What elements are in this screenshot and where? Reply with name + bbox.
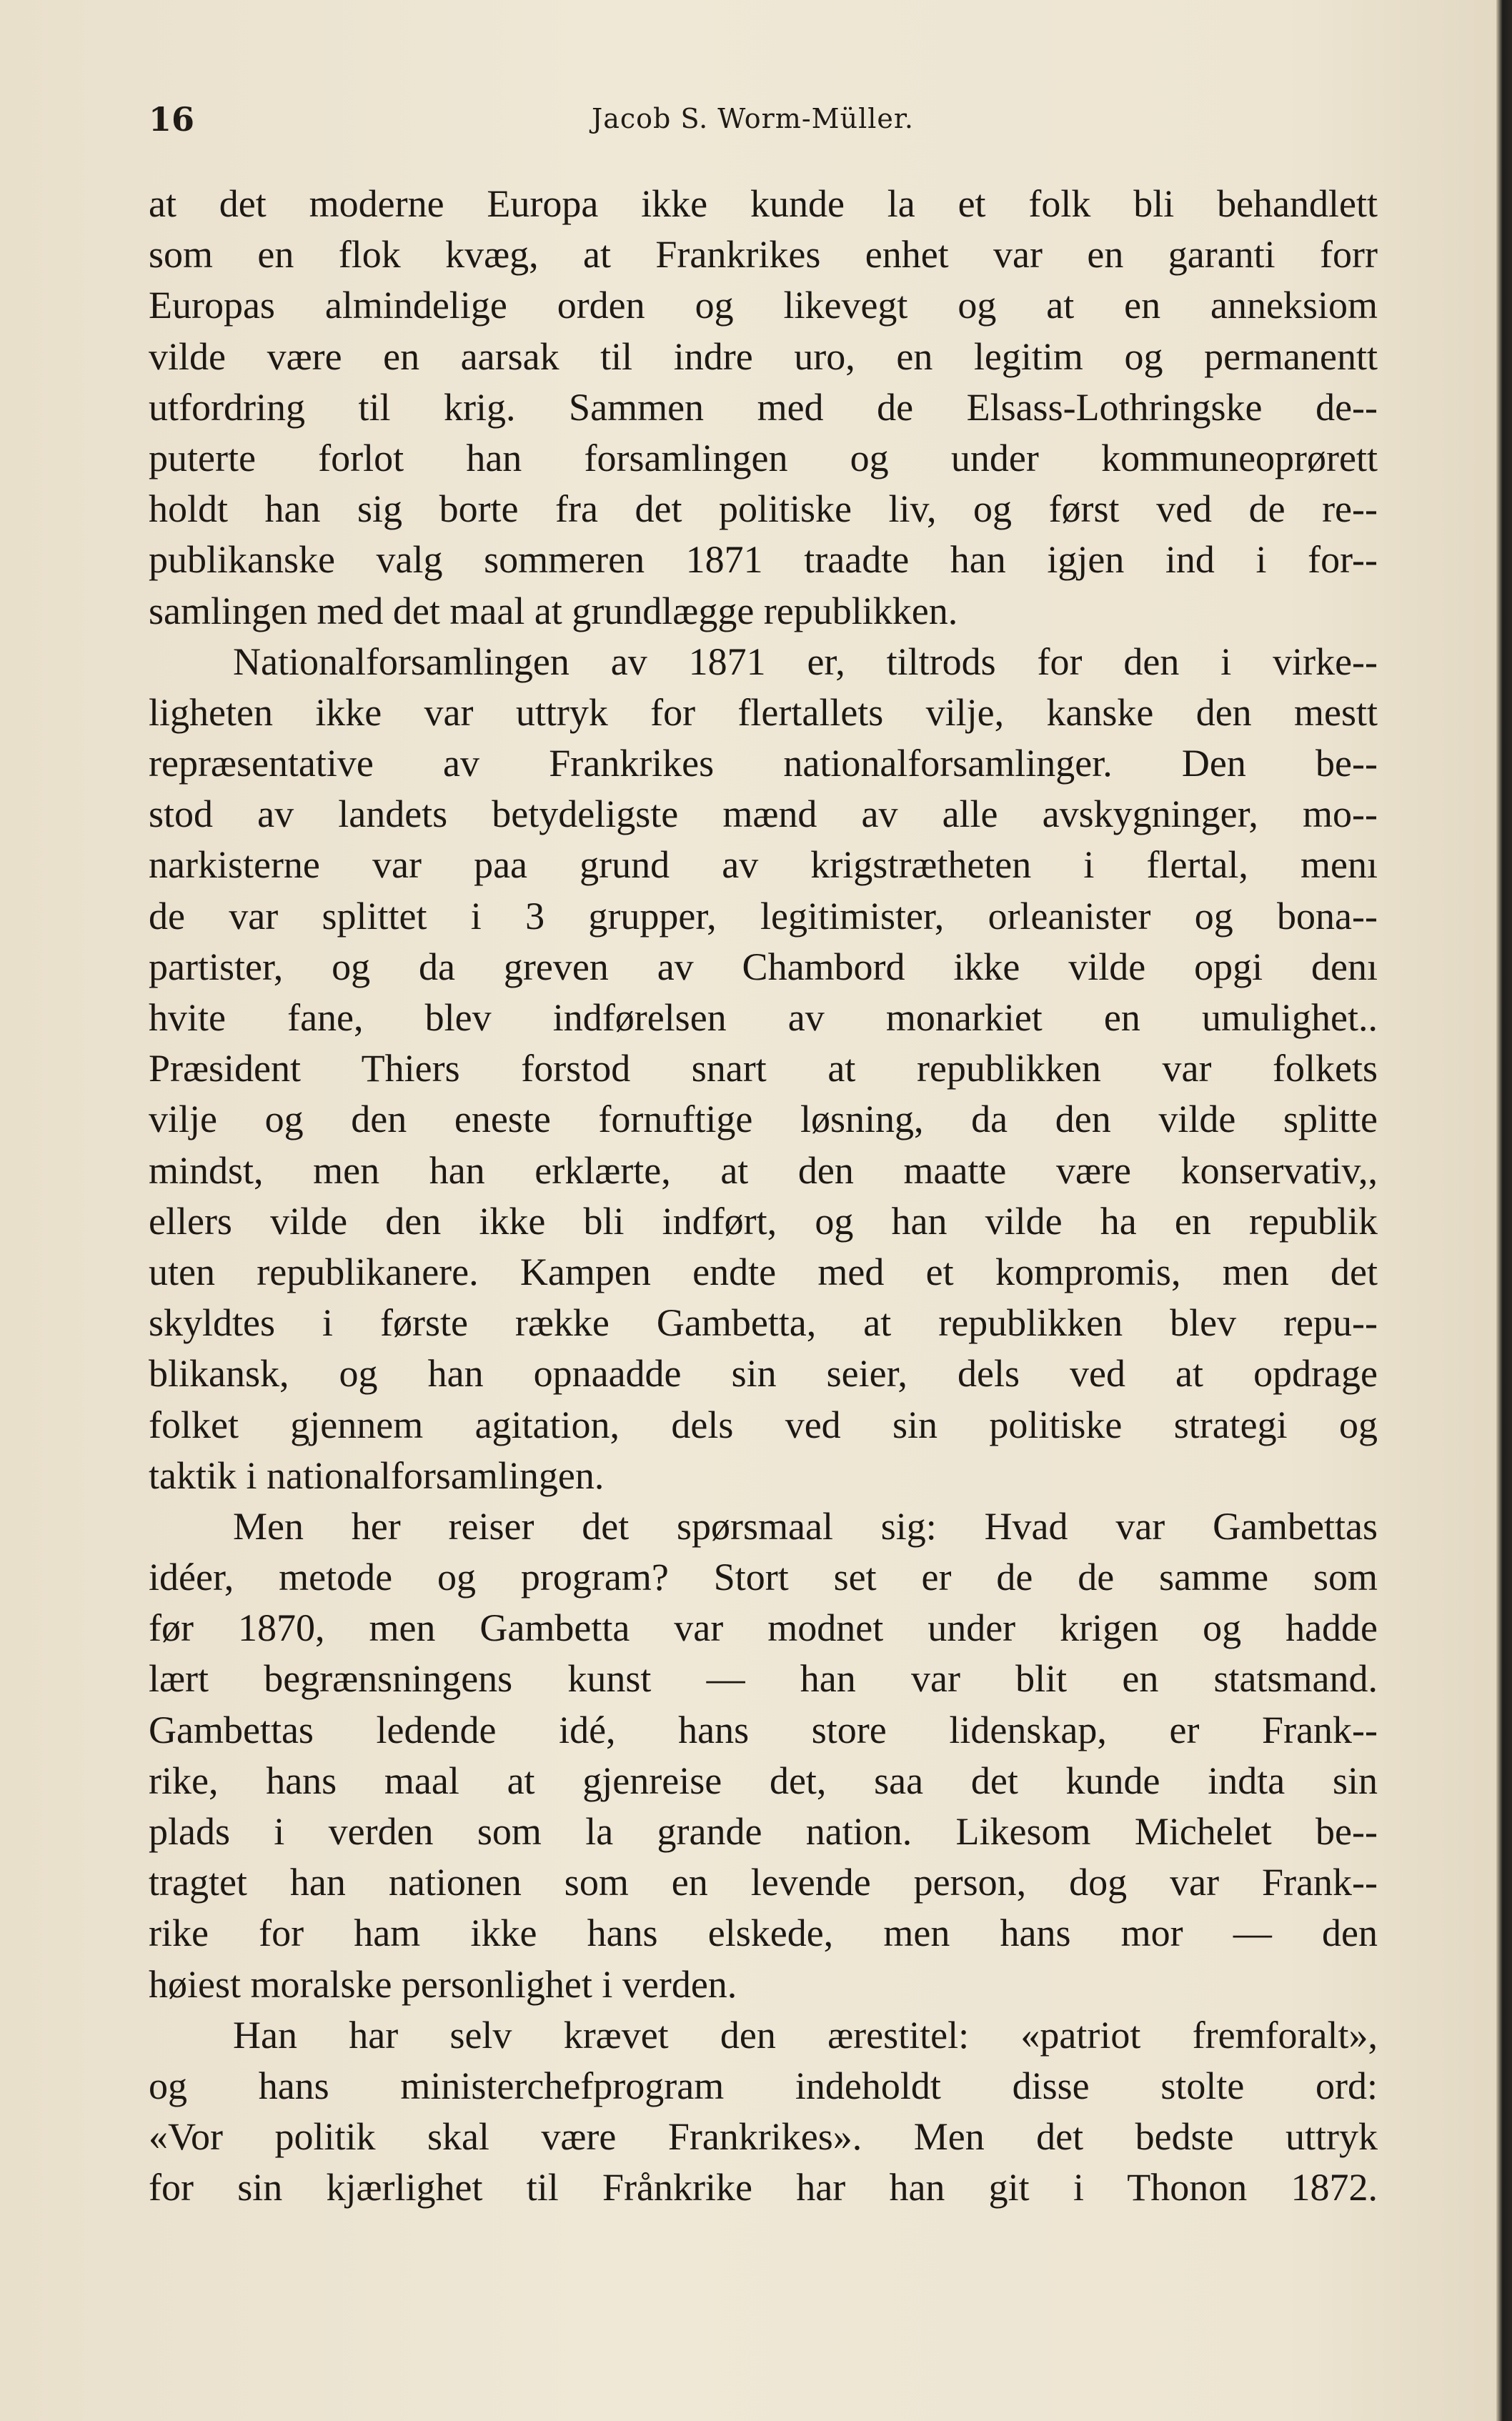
text-line: skyldtes i første række Gambetta, at republikken blev repu-- [149,1301,1378,1345]
text-line: Gambettas ledende idé, hans store lidenskap, er Frank-- [149,1708,1378,1751]
text-line: repræsentative av Frankrikes nationalforsamlinger. Den be-- [149,742,1378,785]
page-header [149,91,1378,149]
text-line: som en flok kvæg, at Frankrikes enhet var en garanti forr [149,233,1378,277]
text-line: Han har selv krævet den ærestitel: «patriot fremforalt», [233,2013,1378,2057]
text-line: «Vor politik skal være Frankrikes». Men det bedste uttryk [149,2115,1378,2159]
text-line: Men her reiser det spørsmaal sig: Hvad var Gambettas [233,1504,1378,1548]
page-number: 16 [149,100,195,139]
text-line: Præsident Thiers forstod snart at republikken var folkets [149,1047,1378,1090]
text-line: lært begrænsningens kunst — han var blit en statsmand. [149,1657,1378,1701]
text-line: og hans ministerchefprogram indeholdt disse stolte ord: [149,2064,1378,2107]
text-line: ellers vilde den ikke bli indført, og han vilde ha en republik [149,1199,1378,1243]
text-line: før 1870, men Gambetta var modnet under krigen og hadde [149,1606,1378,1650]
text-line: hvite fane, blev indførelsen av monarkiet en umulighet.. [149,996,1378,1039]
body-text [149,179,1378,2214]
text-line: for sin kjærlighet til Frånkrike har han git i Thonon 1872. [149,2166,1378,2209]
text-line: Nationalforsamlingen av 1871 er, tiltrods for den i virke-- [233,640,1378,683]
text-line: de var splittet i 3 grupper, legitimister, orleanister og bona-- [149,894,1378,938]
text-line: samlingen med det maal at grundlægge republikken. [149,589,958,632]
text-line: mindst, men han erklærte, at den maatte være konservativ,, [149,1148,1378,1192]
text-line: folket gjennem agitation, dels ved sin politiske strategi og [149,1403,1378,1446]
text-line: publikanske valg sommeren 1871 traadte han igjen ind i for-- [149,538,1378,582]
text-line: høiest moralske personlighet i verden. [149,1962,737,2006]
text-line: stod av landets betydeligste mænd av alle avskygninger, mo-- [149,792,1378,836]
text-line: plads i verden som la grande nation. Likesom Michelet be-- [149,1810,1378,1853]
text-line: rike for ham ikke hans elskede, men hans mor — den [149,1912,1378,1955]
text-line: at det moderne Europa ikke kunde la et folk bli behandlett [149,182,1378,225]
text-line: utfordring til krig. Sammen med de Elsass-Lothringske de-- [149,385,1378,429]
text-line: ligheten ikke var uttryk for flertallets vilje, kanske den mestt [149,690,1378,734]
running-head: Jacob S. Worm-Müller. [592,103,914,134]
text-line: holdt han sig borte fra det politiske liv, og først ved de re-- [149,487,1378,531]
text-line: idéer, metode og program? Stort set er de de samme som [149,1556,1378,1599]
text-line: uten republikanere. Kampen endte med et kompromis, men det [149,1250,1378,1293]
text-line: tragtet han nationen som en levende person, dog var Frank-- [149,1861,1378,1904]
text-line: rike, hans maal at gjenreise det, saa det kunde indta sin [149,1759,1378,1802]
text-line: vilje og den eneste fornuftige løsning, da den vilde splitte [149,1098,1378,1141]
text-line: blikansk, og han opnaadde sin seier, dels ved at opdrage [149,1352,1378,1396]
text-line: vilde være en aarsak til indre uro, en legitim og permanentt [149,334,1378,378]
text-line: partister, og da greven av Chambord ikke vilde opgi denı [149,945,1378,988]
text-line: Europas almindelige orden og likevegt og at en anneksiom [149,284,1378,327]
page-edge-shadow [1496,0,1512,2421]
text-line: taktik i nationalforsamlingen. [149,1453,605,1497]
text-line: narkisterne var paa grund av krigstrætheten i flertal, menı [149,843,1378,887]
text-line: puterte forlot han forsamlingen og under kommuneoprørett [149,436,1378,479]
